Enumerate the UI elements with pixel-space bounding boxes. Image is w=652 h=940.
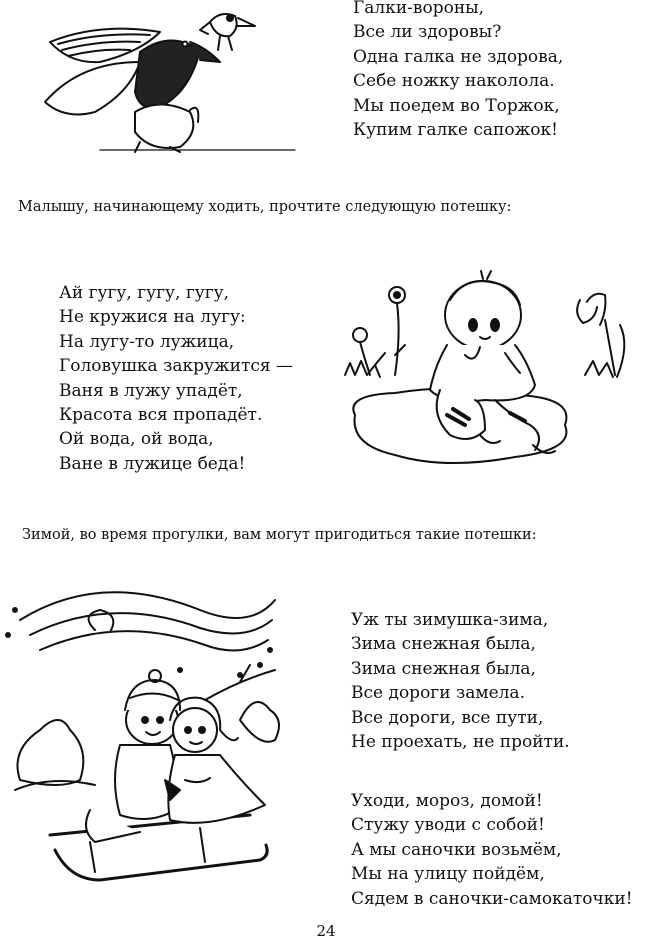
verse-line: Ваня в лужу упадёт, — [59, 380, 243, 401]
verse-line: Сядем в саночки-самокаточки! — [351, 888, 633, 909]
verse-line: Себе ножку наколола. — [353, 71, 555, 92]
verse-line: Одна галка не здорова, — [353, 46, 564, 67]
intro-text-walking: Малышу, начинающему ходить, прочтите следующую потешку: — [18, 199, 512, 215]
verse-line: Ой вода, ой вода, — [59, 429, 214, 450]
verse-line: А мы саночки возьмём, — [351, 839, 562, 860]
intro-text-winter: Зимой, во время прогулки, вам могут пригодиться такие потешки: — [22, 527, 537, 543]
verse-line: Все ли здоровы? — [353, 22, 502, 43]
verse-line: Уходи, мороз, домой! — [351, 791, 543, 811]
poem-3-stanza-1 — [351, 608, 570, 754]
poem-3-stanza-2 — [351, 789, 633, 911]
verse-line: Галки-вороны, — [353, 0, 485, 18]
verse-line: Зима снежная была, — [351, 634, 536, 655]
children-on-sled-illustration — [0, 580, 320, 900]
verse-line: Головушка закружится — — [59, 356, 294, 377]
verse-line: Все дороги, все пути, — [351, 707, 544, 728]
verse-line: На лугу-то лужица, — [59, 331, 235, 352]
verse-line: Не кружися на лугу: — [59, 307, 246, 328]
verse-line: Ване в лужице беда! — [59, 453, 246, 474]
verse-line: Все дороги замела. — [351, 683, 525, 704]
verse-line: Мы на улицу пойдём, — [351, 864, 545, 885]
crows-illustration — [40, 2, 300, 154]
page-number: 24 — [316, 922, 336, 940]
boy-in-puddle-illustration — [335, 265, 635, 480]
verse-line: Ай гугу, гугу, гугу, — [59, 283, 230, 303]
verse-line: Купим галке сапожок! — [353, 120, 558, 141]
poem-2 — [59, 281, 293, 476]
verse-line: Стужу уводи с собой! — [351, 815, 545, 836]
verse-line: Уж ты зимушка-зима, — [351, 610, 549, 630]
verse-line: Зима снежная была, — [351, 658, 536, 679]
verse-line: Мы поедем во Торжок, — [353, 95, 560, 116]
verse-line: Не проехать, не пройти. — [351, 732, 570, 753]
verse-line: Красота вся пропадёт. — [59, 405, 263, 426]
poem-1 — [353, 0, 563, 142]
